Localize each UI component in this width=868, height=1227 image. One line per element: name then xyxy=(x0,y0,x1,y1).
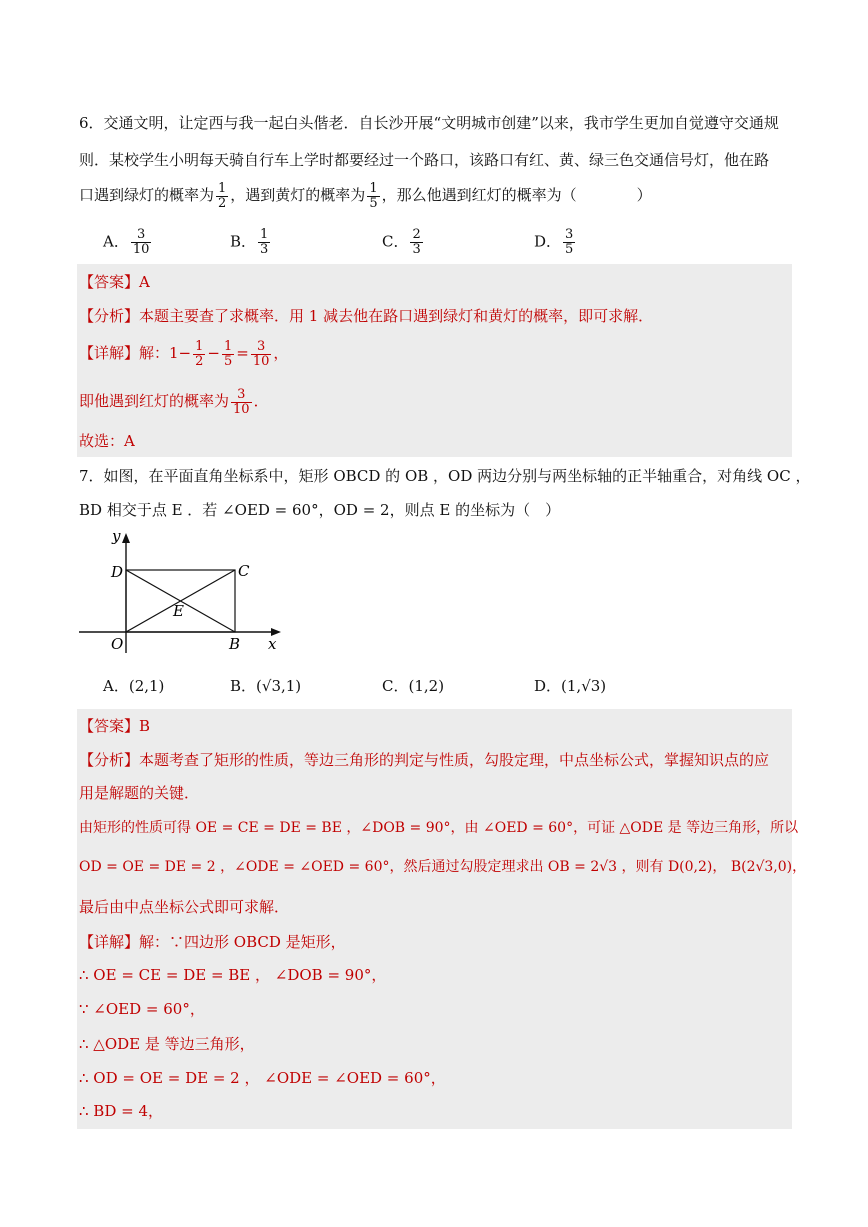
q6-option-d xyxy=(534,228,577,257)
option-label: B． xyxy=(230,232,257,251)
option-value: (1,√3) xyxy=(561,677,607,695)
option-label: C． xyxy=(382,232,409,251)
expr-tail: ， xyxy=(273,344,289,362)
q6-choose: 故选：A xyxy=(79,432,135,450)
denominator: 5 xyxy=(224,353,233,369)
q7-detail-line-1: 【详解】解：∵四边形 OBCD 是矩形， xyxy=(79,933,346,951)
q7-detail-line-3: ∵ ∠OED = 60°， xyxy=(79,1000,205,1018)
conclusion-end: ． xyxy=(253,392,269,410)
q6-stem-text-a: 口遇到绿灯的概率为 xyxy=(79,186,215,204)
q6-option-c xyxy=(382,228,425,257)
numerator: 2 xyxy=(412,227,421,242)
expr-result-fraction xyxy=(251,340,272,369)
option-value: (√3,1) xyxy=(256,677,302,695)
q7-option-c xyxy=(382,676,444,696)
label-b: B xyxy=(229,635,241,653)
numerator: 3 xyxy=(565,227,574,242)
label-y: y xyxy=(112,527,121,545)
q7-figure xyxy=(75,525,290,655)
denominator: 2 xyxy=(218,195,227,211)
option-label: A． xyxy=(103,677,129,695)
label-c: C xyxy=(238,562,250,580)
option-label: D． xyxy=(534,232,562,251)
q6-analysis: 【分析】本题主要查了求概率．用 1 减去他在路口遇到绿灯和黄灯的概率，即可求解． xyxy=(79,307,654,325)
q6-detail xyxy=(79,338,288,369)
denominator: 10 xyxy=(252,353,270,369)
numerator: 1 xyxy=(195,338,204,354)
numerator: 3 xyxy=(131,228,152,243)
option-value: (1,2) xyxy=(408,677,445,695)
conclusion-text: 即他遇到红灯的概率为 xyxy=(79,392,230,410)
q6-conclusion xyxy=(79,386,269,417)
expr-minus: − xyxy=(207,344,220,362)
denominator: 3 xyxy=(260,242,269,257)
denominator: 5 xyxy=(565,242,574,257)
numerator: 1 xyxy=(369,180,378,196)
q6-option-a xyxy=(103,228,153,257)
q6-stem-line-3 xyxy=(79,180,652,211)
option-fraction xyxy=(131,228,152,257)
denominator: 10 xyxy=(233,401,250,417)
option-fraction xyxy=(563,228,575,257)
option-label: B． xyxy=(230,677,257,695)
option-label: A． xyxy=(103,232,129,251)
q7-analysis-line-4: OD = OE = DE = 2 ，∠ODE = ∠OED = 60°，然后通过勾股定理求出 OB = 2√3 ，则有 D(0,2)， B(2√3,0)， xyxy=(79,859,807,875)
conclusion-fraction xyxy=(231,388,252,417)
option-fraction xyxy=(410,228,422,257)
y-axis-arrow xyxy=(122,533,130,543)
q7-detail-line-4: ∴ △ODE 是 等边三角形， xyxy=(79,1035,255,1053)
option-value: (2,1) xyxy=(128,677,165,695)
label-e: E xyxy=(173,602,184,620)
q7-stem-line-1: 7．如图，在平面直角坐标系中，矩形 OBCD 的 OB ，OD 两边分别与两坐标轴的正半轴重合，对角线 OC ， xyxy=(79,467,811,485)
numerator: 1 xyxy=(224,338,233,354)
q6-green-fraction xyxy=(216,182,228,211)
denominator: 2 xyxy=(195,353,204,369)
q7-detail-line-5: ∴ OD = OE = DE = 2 ， ∠ODE = ∠OED = 60°， xyxy=(79,1069,446,1087)
numerator: 1 xyxy=(218,180,227,196)
q6-option-b xyxy=(230,228,272,257)
numerator: 1 xyxy=(260,227,269,242)
expr-fraction-2 xyxy=(222,340,234,369)
option-label: C． xyxy=(382,677,409,695)
q7-analysis-line-5: 最后由中点坐标公式即可求解． xyxy=(79,898,290,916)
option-label: D． xyxy=(534,677,562,695)
q7-detail-line-2: ∴ OE = CE = DE = BE ， ∠DOB = 90°， xyxy=(79,966,387,984)
q6-stem-text-b: ，遇到黄灯的概率为 xyxy=(230,186,366,204)
q7-option-a xyxy=(103,676,164,696)
q6-answer: 【答案】A xyxy=(79,273,150,291)
label-o: O xyxy=(111,635,124,653)
q7-detail-line-6: ∴ BD = 4， xyxy=(79,1102,164,1120)
q6-stem-line-2: 则．某校学生小明每天骑自行车上学时都要经过一个路口，该路口有红、黄、绿三色交通信号灯，他在路 xyxy=(79,151,770,169)
q7-option-b xyxy=(230,676,301,696)
denominator: 3 xyxy=(412,242,421,257)
detail-prefix: 【详解】解： xyxy=(79,344,170,362)
q7-stem-line-2: BD 相交于点 E ．若 ∠OED = 60°，OD = 2，则点 E 的坐标为（ ） xyxy=(79,501,561,519)
q7-answer: 【答案】B xyxy=(79,717,151,735)
expr-fraction-1 xyxy=(193,340,205,369)
q6-stem-line-1: 6．交通文明，让定西与我一起白头偕老．自长沙开展“文明城市创建”以来，我市学生更加自觉遵守交通规 xyxy=(79,114,779,132)
numerator: 3 xyxy=(251,340,272,355)
expr-one: 1− xyxy=(169,344,192,362)
q7-analysis-line-1: 【分析】本题考查了矩形的性质，等边三角形的判定与性质，勾股定理，中点坐标公式，掌握知识点的应 xyxy=(79,751,770,769)
label-x: x xyxy=(268,635,277,653)
label-d: D xyxy=(111,563,124,581)
denominator: 10 xyxy=(132,242,150,257)
option-fraction xyxy=(258,228,270,257)
q6-yellow-fraction xyxy=(367,182,379,211)
q7-analysis-line-2: 用是解题的关键． xyxy=(79,784,200,802)
denominator: 5 xyxy=(369,195,378,211)
q7-solution-box xyxy=(77,709,792,1129)
q7-option-d xyxy=(534,676,606,696)
expr-equals: = xyxy=(236,344,249,362)
q6-stem-text-c: ，那么他遇到红灯的概率为（ ） xyxy=(381,186,652,204)
q7-analysis-line-3: 由矩形的性质可得 OE = CE = DE = BE ，∠DOB = 90°，由 ∠OED = 60°，可证 △ODE 是 等边三角形，所以 xyxy=(79,820,799,836)
numerator: 3 xyxy=(231,388,252,403)
